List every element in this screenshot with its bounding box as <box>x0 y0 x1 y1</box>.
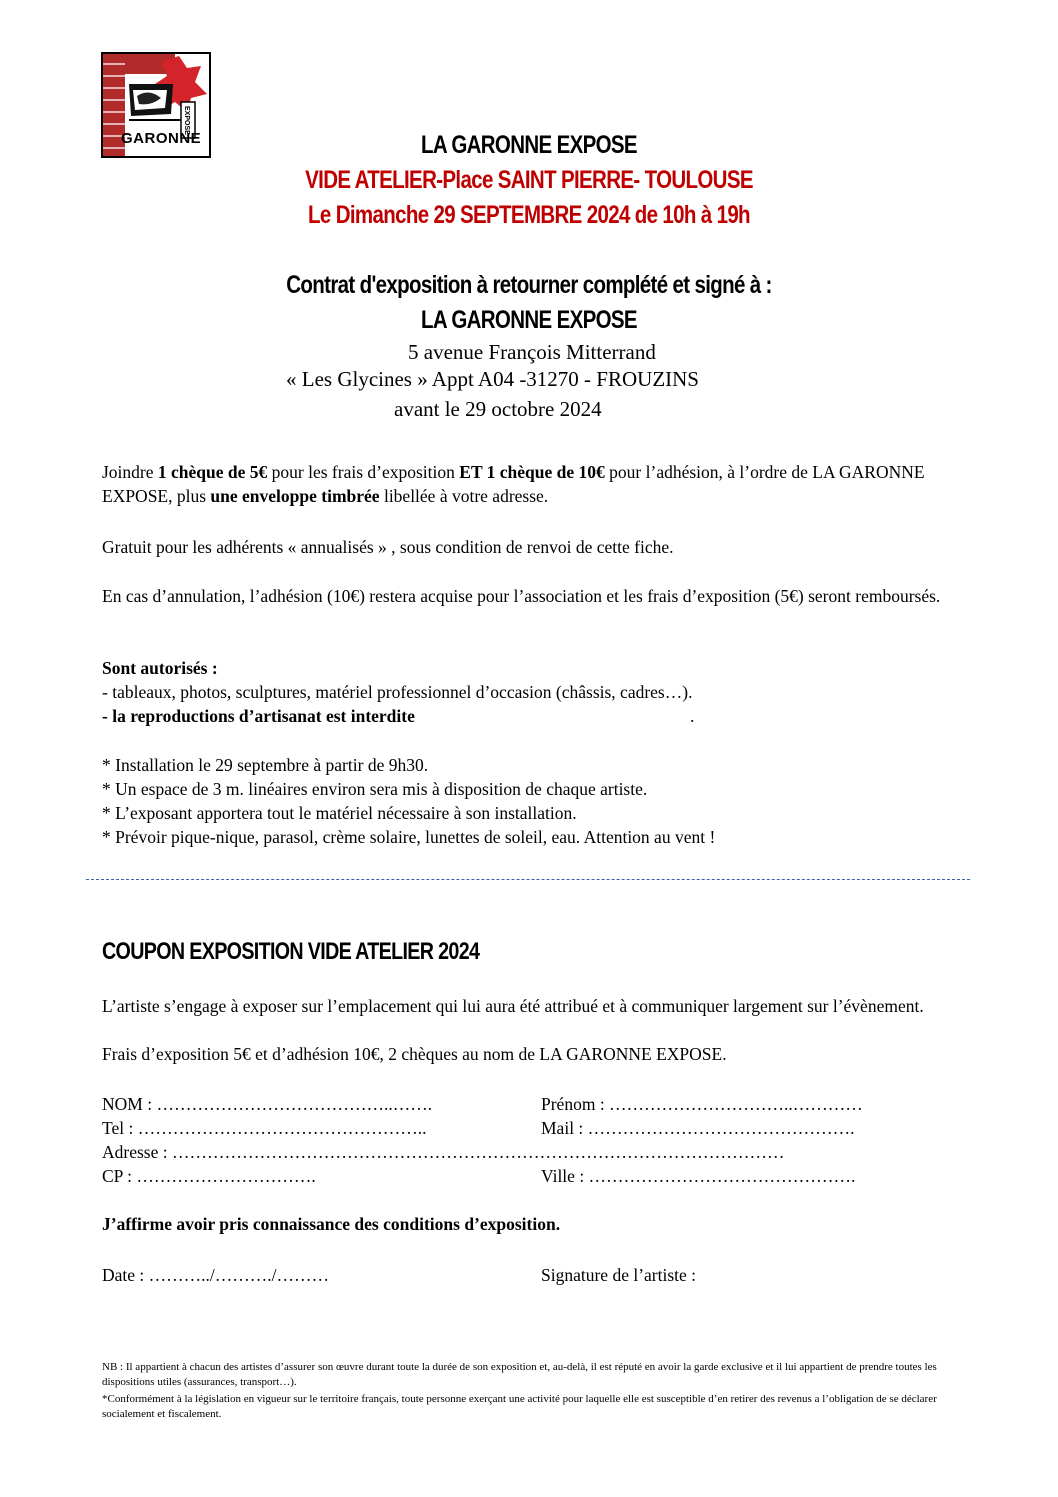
contract-line1: Contrat d'exposition à retourner complété et signé à : <box>286 271 772 299</box>
field-cp[interactable]: CP : …………………………. <box>102 1166 316 1186</box>
contract-deadline: avant le 29 octobre 2024 <box>394 397 602 421</box>
allowed-item-2-row <box>102 704 962 728</box>
allowed-item-2-dot: . <box>690 706 695 726</box>
info-item-provisions: * Prévoir pique-nique, parasol, crème solaire, lunettes de soleil, eau. Attention au vent ! <box>102 827 716 847</box>
header-date-wrap <box>0 201 1058 230</box>
affirmation-statement: J’affirme avoir pris connaissance des conditions d’exposition. <box>102 1214 561 1234</box>
allowed-item-1: - tableaux, photos, sculptures, matériel professionnel d’occasion (châssis, cadres…). <box>102 682 693 702</box>
info-list <box>102 753 962 849</box>
contract-line2-wrap <box>0 306 1058 335</box>
field-signature[interactable]: Signature de l’artiste : <box>541 1265 697 1285</box>
footnote-nb: NB : Il appartient à chacun des artistes d’assurer son œuvre durant toute la durée de son exposition et, au-delà, il est réputé en avoir la garde exclusive et il lui appartient de prendre toutes les dispositions utiles (assurances, transport…). <box>102 1361 937 1388</box>
field-mail[interactable]: Mail : ………………………………………. <box>541 1118 855 1138</box>
header-event-wrap <box>0 166 1058 195</box>
footnote-legal: *Conformément à la législation en vigueur sur le territoire français, toute personne exerçant une activité pour laquelle elle est susceptible d’en retirer des revenus a l’obligation de se déclarer socialement et fiscalement. <box>102 1393 937 1420</box>
payment-text-c: pour les frais d’exposition <box>267 462 460 482</box>
header-event: VIDE ATELIER-Place SAINT PIERRE- TOULOUSE <box>305 166 753 194</box>
contract-address-line1: 5 avenue François Mitterrand <box>408 340 656 364</box>
info-item-installation: * Installation le 29 septembre à partir de 9h30. <box>102 755 429 775</box>
header-title-wrap <box>0 131 1058 160</box>
allowed-item-2: - la reproductions d’artisanat est interdite <box>102 706 415 726</box>
field-adresse[interactable]: Adresse : …………………………………………………………………………………………… <box>102 1142 785 1162</box>
allowed-title: Sont autorisés : <box>102 658 218 678</box>
contract-address-line2: « Les Glycines » Appt A04 -31270 - FROUZINS <box>286 367 699 391</box>
allowed-section <box>102 656 962 728</box>
contract-line2: LA GARONNE EXPOSE <box>421 306 637 334</box>
payment-paragraph <box>102 460 962 508</box>
header-title: LA GARONNE EXPOSE <box>421 131 637 159</box>
field-prenom[interactable]: Prénom : …………………………..………… <box>541 1094 863 1114</box>
coupon-fees: Frais d’exposition 5€ et d’adhésion 10€, 2 chèques au nom de LA GARONNE EXPOSE. <box>102 1044 727 1064</box>
field-nom[interactable]: NOM : …………………………………..……. <box>102 1094 433 1114</box>
field-ville[interactable]: Ville : ………………………………………. <box>541 1166 856 1186</box>
payment-text-e: pour l’adhésion, à l’ordre de LA GARONNE EXPOSE, plus <box>102 462 925 506</box>
logo-text: GARONNE <box>121 130 202 147</box>
payment-text-a: Joindre <box>102 462 158 482</box>
coupon-commitment: L’artiste s’engage à exposer sur l’emplacement qui lui aura été attribué et à communiquer largement sur l’évènement. <box>102 996 924 1016</box>
logo-side-text: EXPOSE <box>183 106 190 135</box>
payment-envelope: une enveloppe timbrée <box>210 486 380 506</box>
cut-line-divider <box>86 879 970 880</box>
field-tel[interactable]: Tel : ………………………………………….. <box>102 1118 427 1138</box>
payment-text-g: libellée à votre adresse. <box>379 486 549 506</box>
coupon-title: COUPON EXPOSITION VIDE ATELIER 2024 <box>102 938 480 965</box>
cancellation-paragraph: En cas d’annulation, l’adhésion (10€) restera acquise pour l’association et les frais d’exposition (5€) seront remboursés. <box>102 586 941 606</box>
field-date[interactable]: Date : ………../………./……… <box>102 1265 329 1285</box>
info-item-space: * Un espace de 3 m. linéaires environ sera mis à disposition de chaque artiste. <box>102 779 648 799</box>
header-date: Le Dimanche 29 SEPTEMBRE 2024 de 10h à 19h <box>308 201 750 229</box>
free-members-paragraph: Gratuit pour les adhérents « annualisés » , sous condition de renvoi de cette fiche. <box>102 537 674 557</box>
payment-cheque-10: ET 1 chèque de 10€ <box>459 462 605 482</box>
payment-cheque-5: 1 chèque de 5€ <box>157 462 268 482</box>
info-item-equipment: * L’exposant apportera tout le matériel nécessaire à son installation. <box>102 803 577 823</box>
contract-line1-wrap <box>0 271 1058 300</box>
